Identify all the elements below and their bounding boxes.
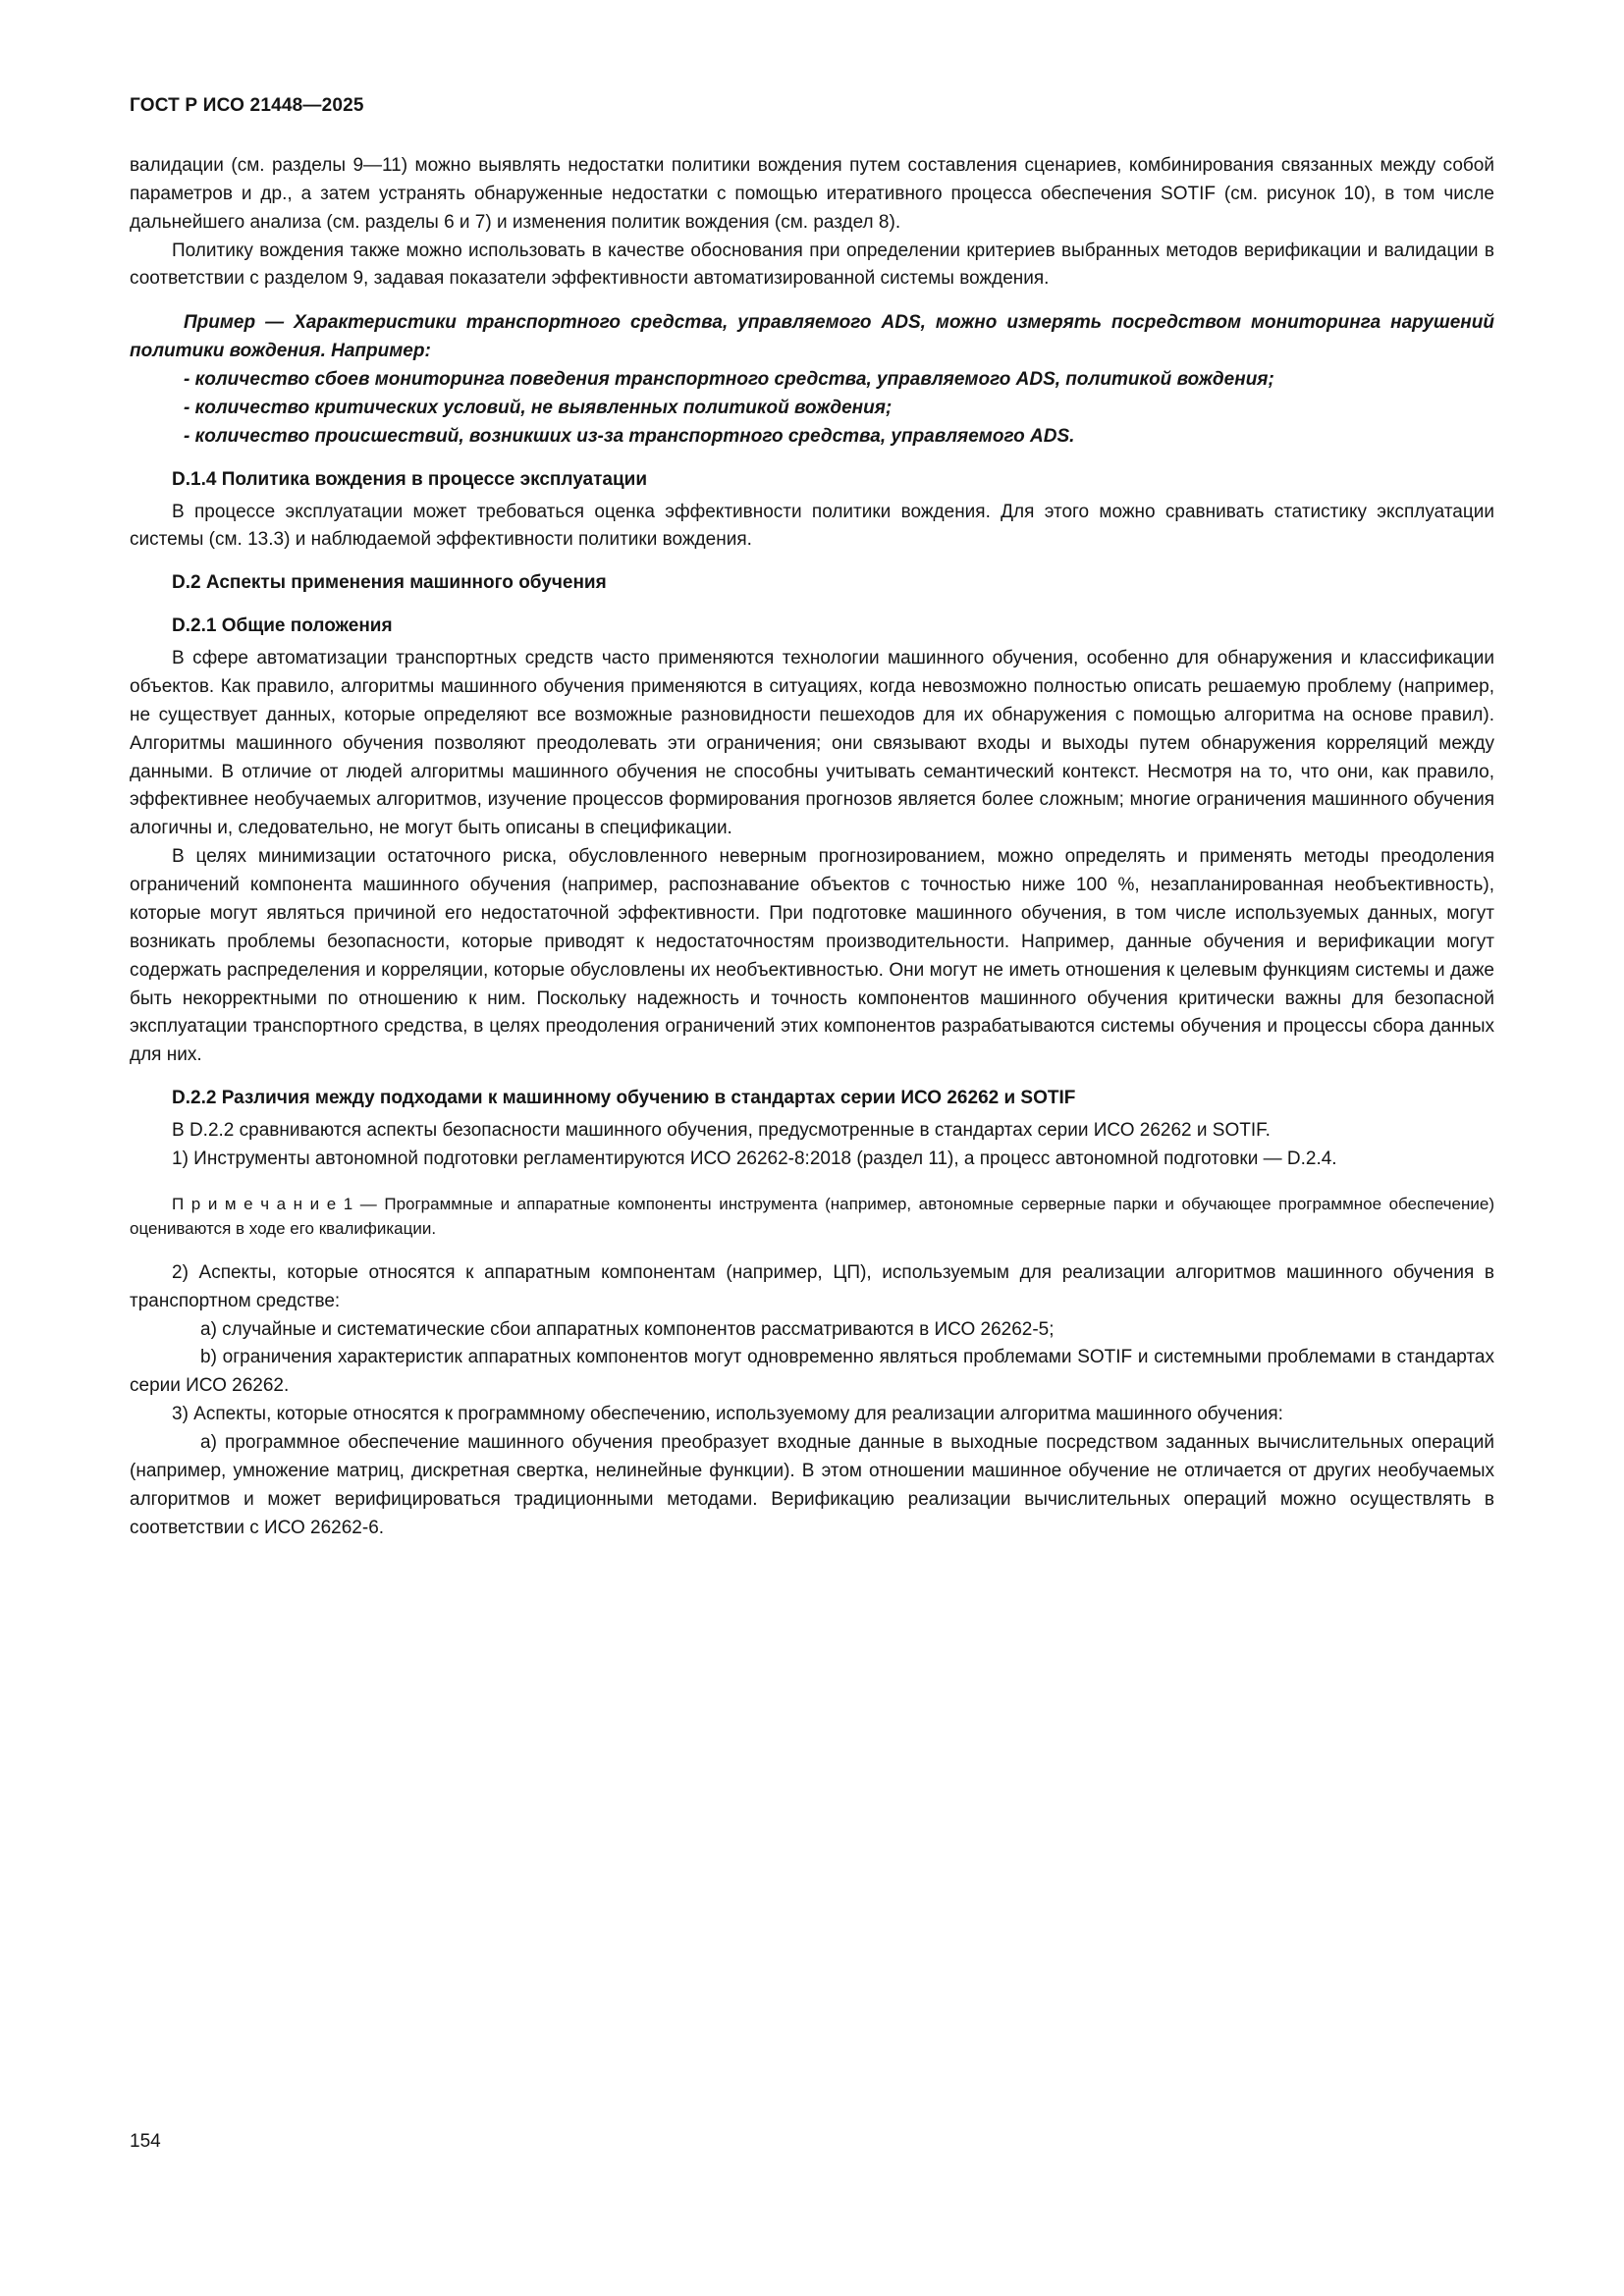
paragraph-continuation: валидации (см. разделы 9—11) можно выявлять недостатки политики вождения путем составления сценариев, комбинирования связанных между собой параметров и др., а затем устранять обнаруженные недостатки с помощью итеративного процесса обеспечения SOTIF (см. рисунок 10), в том числе дальнейшего анализа (см. разделы 6 и 7) и изменения политик вождения (см. раздел 8). bbox=[130, 154, 1494, 233]
lettered-sub-item: b) ограничения характеристик аппаратных компонентов могут одновременно являться проблемами SOTIF и системными проблемами в стандартах серии ИСО 26262. bbox=[130, 1347, 1494, 1397]
paragraph: В целях минимизации остаточного риска, обусловленного неверным прогнозированием, можно определять и применять методы преодоления ограничений компонента машинного обучения (например, распознавание объектов с точностью ниже 100 %, незапланированная необъективность), которые могут являться причиной его недостаточной эффективности. При подготовке машинного обучения, в том числе используемых данных, могут возникать проблемы безопасности, которые приводят к недостаточностям производительности. Например, данные обучения и верификации могут содержать распределения и корреляции, которые обусловлены их необъективностью. Они могут не иметь отношения к целевым функциям системы и даже быть некорректными по отношению к ним. Поскольку надежность и точность компонентов машинного обучения критически важны для безопасной эксплуатации транспортного средства, в целях преодоления ограничений этих компонентов разрабатываются системы обучения и процессы сбора данных для них. bbox=[130, 846, 1494, 1066]
document-code: ГОСТ Р ИСО 21448—2025 bbox=[130, 95, 364, 116]
example-list-item: - количество критических условий, не выявленных политикой вождения; bbox=[184, 397, 893, 418]
example-intro: Пример — Характеристики транспортного средства, управляемого ADS, можно измерять посредством мониторинга нарушений политики вождения. Например: bbox=[130, 312, 1494, 362]
numbered-item: 3) Аспекты, которые относятся к программному обеспечению, используемому для реализации алгоритма машинного обучения: bbox=[172, 1404, 1283, 1425]
paragraph: В процессе эксплуатации может требоваться оценка эффективности политики вождения. Для этого можно сравнивать статистику эксплуатации системы (см. 13.3) и наблюдаемой эффективности политики вождения. bbox=[130, 501, 1494, 551]
section-heading-d14: D.1.4 Политика вождения в процессе эксплуатации bbox=[172, 468, 648, 490]
lettered-sub-item: а) программное обеспечение машинного обучения преобразует входные данные в выходные посредством заданных вычислительных операций (например, умножение матриц, дискретная свертка, нелинейные функции). В этом отношении машинное обучение не отличается от других необучаемых алгоритмов и может верифицироваться традиционными методами. Верификацию реализации вычислительных операций можно осуществлять в соответствии с ИСО 26262-6. bbox=[130, 1432, 1494, 1538]
section-heading-d2: D.2 Аспекты применения машинного обучения bbox=[172, 572, 607, 594]
note: П р и м е ч а н и е 1 — Программные и аппаратные компоненты инструмента (например, автономные серверные парки и обучающее программное обеспечение) оцениваются в ходе его квалификации. bbox=[130, 1194, 1494, 1239]
section-heading-d21: D.2.1 Общие положения bbox=[172, 615, 393, 637]
numbered-item: 1) Инструменты автономной подготовки регламентируются ИСО 26262-8:2018 (раздел 11), а процесс автономной подготовки — D.2.4. bbox=[172, 1148, 1337, 1169]
document-content bbox=[130, 92, 1494, 1543]
example-list-item: - количество происшествий, возникших из-за транспортного средства, управляемого ADS. bbox=[184, 425, 1075, 447]
page-number: 154 bbox=[130, 2131, 161, 2152]
paragraph: В сфере автоматизации транспортных средств часто применяются технологии машинного обучения, особенно для обнаружения и классификации объектов. Как правило, алгоритмы машинного обучения применяются в ситуациях, когда невозможно полностью описать решаемую проблему (например, не существует данных, которые определяют все возможные разновидности пешеходов для их обнаружения с помощью алгоритма на основе правил). Алгоритмы машинного обучения позволяют преодолевать эти ограничения; они связывают входы и выходы путем обнаружения корреляций между данными. В отличие от людей алгоритмы машинного обучения не способны учитывать семантический контекст. Несмотря на то, что они, как правило, эффективнее необучаемых алгоритмов, изучение процессов формирования прогнозов является более сложным; многие ограничения машинного обучения алогичны и, следовательно, не могут быть описаны в спецификации. bbox=[130, 648, 1494, 839]
example-list-item: - количество сбоев мониторинга поведения транспортного средства, управляемого ADS, политикой вождения; bbox=[184, 369, 1274, 390]
lettered-sub-item: a) случайные и систематические сбои аппаратных компонентов рассматриваются в ИСО 26262-5; bbox=[200, 1318, 1055, 1340]
section-heading-d22: D.2.2 Различия между подходами к машинному обучению в стандартах серии ИСО 26262 и SOTIF bbox=[172, 1088, 1076, 1109]
numbered-item: 2) Аспекты, которые относятся к аппаратным компонентам (например, ЦП), используемым для реализации алгоритмов машинного обучения в транспортном средстве: bbox=[130, 1261, 1494, 1311]
paragraph: В D.2.2 сравниваются аспекты безопасности машинного обучения, предусмотренные в стандартах серии ИСО 26262 и SOTIF. bbox=[172, 1120, 1271, 1141]
paragraph: Политику вождения также можно использовать в качестве обоснования при определении критериев выбранных методов верификации и валидации в соответствии с разделом 9, задавая показатели эффективности автоматизированной системы вождения. bbox=[130, 240, 1494, 290]
